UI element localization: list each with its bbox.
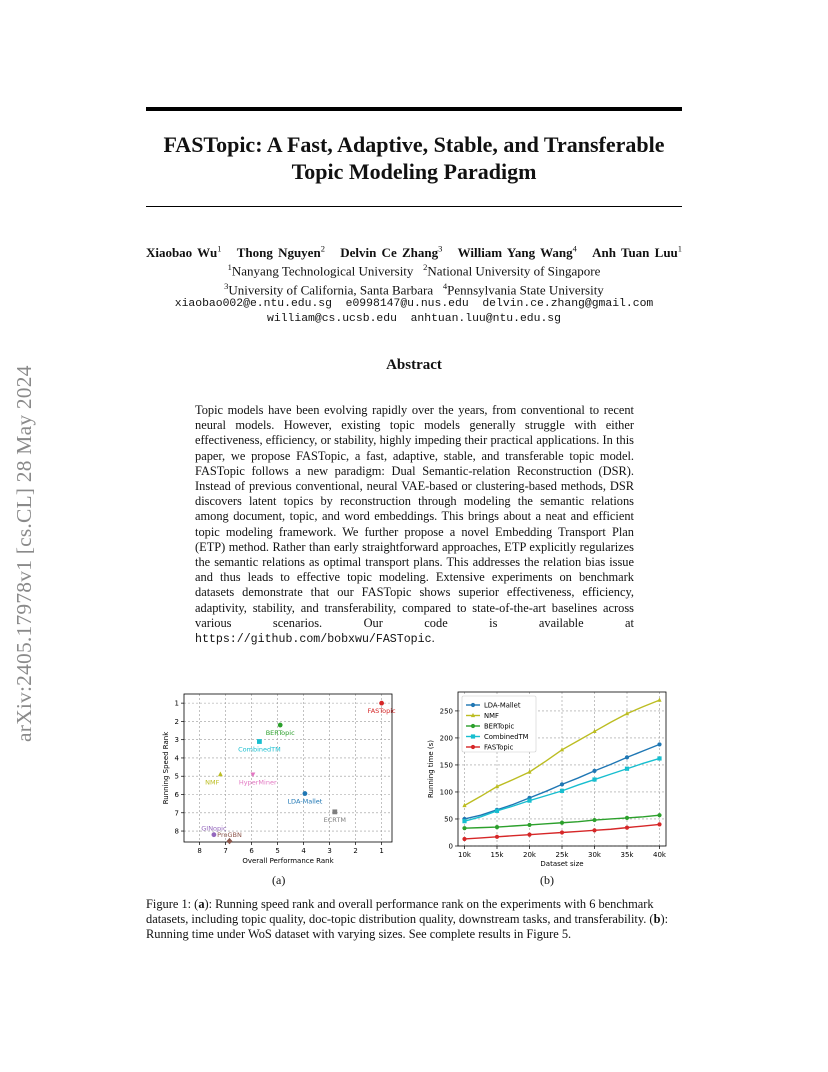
legend-label: FASTopic: [484, 743, 514, 752]
running-time-line-chart: [424, 688, 670, 868]
data-point: [560, 789, 564, 793]
point-label: FASTopic: [367, 707, 396, 716]
point-label: LDA-Mallet: [287, 797, 323, 806]
data-point: [495, 809, 499, 813]
affiliations-line-2: $^3$University of California, Santa Barbara $^4$Pennsylvania State University: [224, 280, 604, 297]
data-point: [495, 825, 499, 829]
point-label: ProGBN: [217, 831, 242, 840]
subfigure-label-b: (b): [540, 873, 554, 887]
author-names: [100, 242, 728, 260]
point-label: HyperMiner: [238, 778, 277, 787]
legend-swatch-marker: [471, 703, 475, 707]
data-point: [625, 826, 629, 830]
data-point: [560, 821, 564, 825]
legend-swatch-marker: [471, 734, 475, 738]
legend-swatch-marker: [471, 745, 475, 749]
author: Thong Nguyen$^2$: [236, 244, 325, 261]
y-tick-label: 6: [174, 790, 179, 799]
y-tick-label: 7: [174, 809, 179, 818]
title-line-1: FASTopic: A Fast, Adaptive, Stable, and Transferable: [163, 132, 665, 157]
point-label: NMF: [205, 778, 220, 787]
code-link[interactable]: https://github.com/bobxwu/FASTopic: [195, 633, 432, 647]
data-point: [657, 822, 661, 826]
x-tick-label: 40k: [653, 851, 666, 859]
point-lda-mallet: [303, 791, 308, 796]
legend-swatch-marker: [471, 724, 475, 728]
x-tick-label: 35k: [620, 851, 634, 859]
speed-vs-performance-scatter: [160, 690, 400, 866]
data-point: [592, 818, 596, 822]
legend-label: LDA-Mallet: [484, 701, 521, 710]
data-point: [462, 837, 466, 841]
author: Delvin Ce Zhang$^3$: [340, 244, 443, 261]
affiliations-line-1: $^1$Nanyang Technological University $^2$National University of Singapore: [227, 262, 601, 279]
data-point: [560, 782, 564, 786]
email-line-2: william@cs.ucsb.edu anhtuan.luu@ntu.edu.sg: [267, 312, 561, 325]
x-tick-label: 1: [379, 847, 384, 855]
plot-frame: [184, 694, 392, 842]
paper-title: [100, 131, 728, 185]
point-ginopic: [212, 832, 217, 837]
y-tick-label: 100: [439, 788, 453, 797]
point-fastopic: [379, 701, 384, 706]
x-tick-label: 8: [197, 847, 202, 855]
x-tick-label: 7: [223, 847, 228, 855]
data-point: [592, 828, 596, 832]
data-point: [625, 755, 629, 759]
y-tick-label: 200: [439, 734, 453, 743]
x-axis-title: Dataset size: [540, 860, 584, 868]
y-axis-title: Running Speed Rank: [162, 731, 170, 805]
data-point: [625, 767, 629, 771]
x-tick-label: 4: [301, 847, 306, 855]
x-tick-label: 25k: [555, 851, 569, 859]
data-point: [527, 823, 531, 827]
point-nmf: [218, 771, 223, 776]
x-axis-title: Overall Performance Rank: [242, 857, 334, 865]
legend-label: NMF: [484, 712, 499, 720]
data-point: [560, 830, 564, 834]
x-tick-label: 30k: [588, 851, 601, 859]
x-tick-label: 5: [275, 847, 280, 855]
point-label: ECRTM: [323, 815, 346, 824]
x-tick-label: 3: [327, 847, 332, 855]
data-point: [657, 756, 661, 760]
author: Anh Tuan Luu$^1$: [592, 244, 683, 261]
arxiv-stamp[interactable]: arXiv:2405.17978v1 [cs.CL] 28 May 2024: [12, 365, 36, 742]
y-axis-title: Running time (s): [427, 739, 435, 799]
y-tick-label: 5: [174, 772, 179, 781]
point-bertopic: [278, 723, 283, 728]
abstract-body: Topic models have been evolving rapidly over the years, from conventional to recent neural models. However, existing topic models generally struggle with either effectiveness, efficiency, or stability, highly impeding their practical applications. In this paper, we propose FASTopic, a fast, adaptive, stable, and transferable topic model. FASTopic follows a new paradigm: Dual Semantic-relation Reconstruction (DSR). Instead of previous conventional, neural VAE-based or clustering-based methods, DSR discovers latent topics by reconstruction through modeling the semantic relations among document, topic, and word embeddings. This brings about a neat and efficient topic modeling framework. We further propose a novel Embedding Transport Plan (ETP) method. Rather than early straightforward approaches, ETP explicitly regularizes the semantic relations as optimal transport plans. This addresses the relation bias issue and thus leads to effective topic modeling. Extensive experiments on benchmark datasets demonstrate that our FASTopic shows superior effectiveness, efficiency, adaptivity, stability, and transferability, compared to state-of-the-art baselines across various scenarios. Our code is available at https://github.com/bobxwu/FASTopic.: [195, 403, 634, 647]
data-point: [462, 826, 466, 830]
x-tick-label: 6: [249, 847, 254, 855]
title-top-rule: [146, 107, 682, 111]
y-tick-label: 150: [439, 761, 453, 770]
data-point: [625, 816, 629, 820]
abstract-text: Topic models have been evolving rapidly over the years, from conventional to recent neural models. However, existing topic models generally struggle with either effectiveness, efficiency, or stability, highly impeding their practical applications. In this paper, we propose FASTopic, a fast, adaptive, stable, and transferable topic model. FASTopic follows a new paradigm: Dual Semantic-relation Reconstruction (DSR). Instead of previous conventional, neural VAE-based or clustering-based methods, DSR discovers latent topics by reconstruction through modeling the semantic relations among document, topic, and word embeddings. This brings about a neat and efficient topic modeling framework. We further propose a novel Embedding Transport Plan (ETP) method. Rather than early straightforward approaches, ETP explicitly regularizes the semantic relations as optimal transport plans. This addresses the relation bias issue and thus leads to effective topic modeling. Extensive experiments on benchmark datasets demonstrate that our FASTopic shows superior effectiveness, efficiency, adaptivity, stability, and transferability, compared to state-of-the-art baselines across various scenarios. Our code is available at: [195, 403, 634, 630]
point-label: GINopic: [201, 824, 227, 833]
subfigure-label-a: (a): [272, 873, 286, 887]
legend: [462, 696, 536, 752]
data-point: [462, 819, 466, 823]
data-point: [592, 769, 596, 773]
point-ecrtm: [332, 809, 337, 814]
y-tick-label: 1: [174, 699, 179, 708]
legend-label: BERTopic: [484, 722, 515, 731]
y-tick-label: 4: [174, 754, 179, 763]
point-hyperminer: [251, 772, 256, 777]
data-point: [657, 742, 661, 746]
author: William Yang Wang$^4$: [457, 244, 577, 261]
data-point: [527, 833, 531, 837]
email-line-1: xiaobao002@e.ntu.edu.sg e0998147@u.nus.edu delvin.ce.zhang@gmail.com: [174, 297, 654, 310]
abstract-heading: Abstract: [386, 357, 442, 373]
y-tick-label: 50: [444, 815, 453, 824]
y-tick-label: 0: [448, 842, 453, 851]
point-combinedtm: [257, 739, 262, 744]
data-point: [527, 799, 531, 803]
x-tick-label: 20k: [523, 851, 536, 859]
figure-caption: Figure 1: (a): Running speed rank and overall performance rank on the experiments with 6 benchmark datasets, including topic quality, doc-topic distribution quality, downstream tasks, and transferability. (b): Running time under WoS dataset with varying sizes. See complete results in Figure 5.: [146, 897, 669, 942]
legend-label: CombinedTM: [484, 733, 529, 741]
data-point: [495, 835, 499, 839]
point-label: CombinedTM: [238, 745, 281, 754]
author-block: [100, 242, 728, 327]
data-point: [592, 777, 596, 781]
author: Xiaobao Wu$^1$: [145, 244, 222, 261]
title-line-2: Topic Modeling Paradigm: [291, 159, 537, 184]
point-label: BERTopic: [265, 729, 295, 738]
data-point: [657, 698, 661, 702]
x-tick-label: 15k: [490, 851, 504, 859]
y-tick-label: 250: [439, 707, 453, 716]
x-tick-label: 2: [353, 847, 358, 855]
y-tick-label: 3: [174, 736, 179, 745]
y-tick-label: 8: [174, 827, 179, 836]
y-tick-label: 2: [174, 717, 179, 726]
x-tick-label: 10k: [458, 851, 471, 859]
title-bottom-rule: [146, 206, 682, 207]
data-point: [657, 813, 661, 817]
